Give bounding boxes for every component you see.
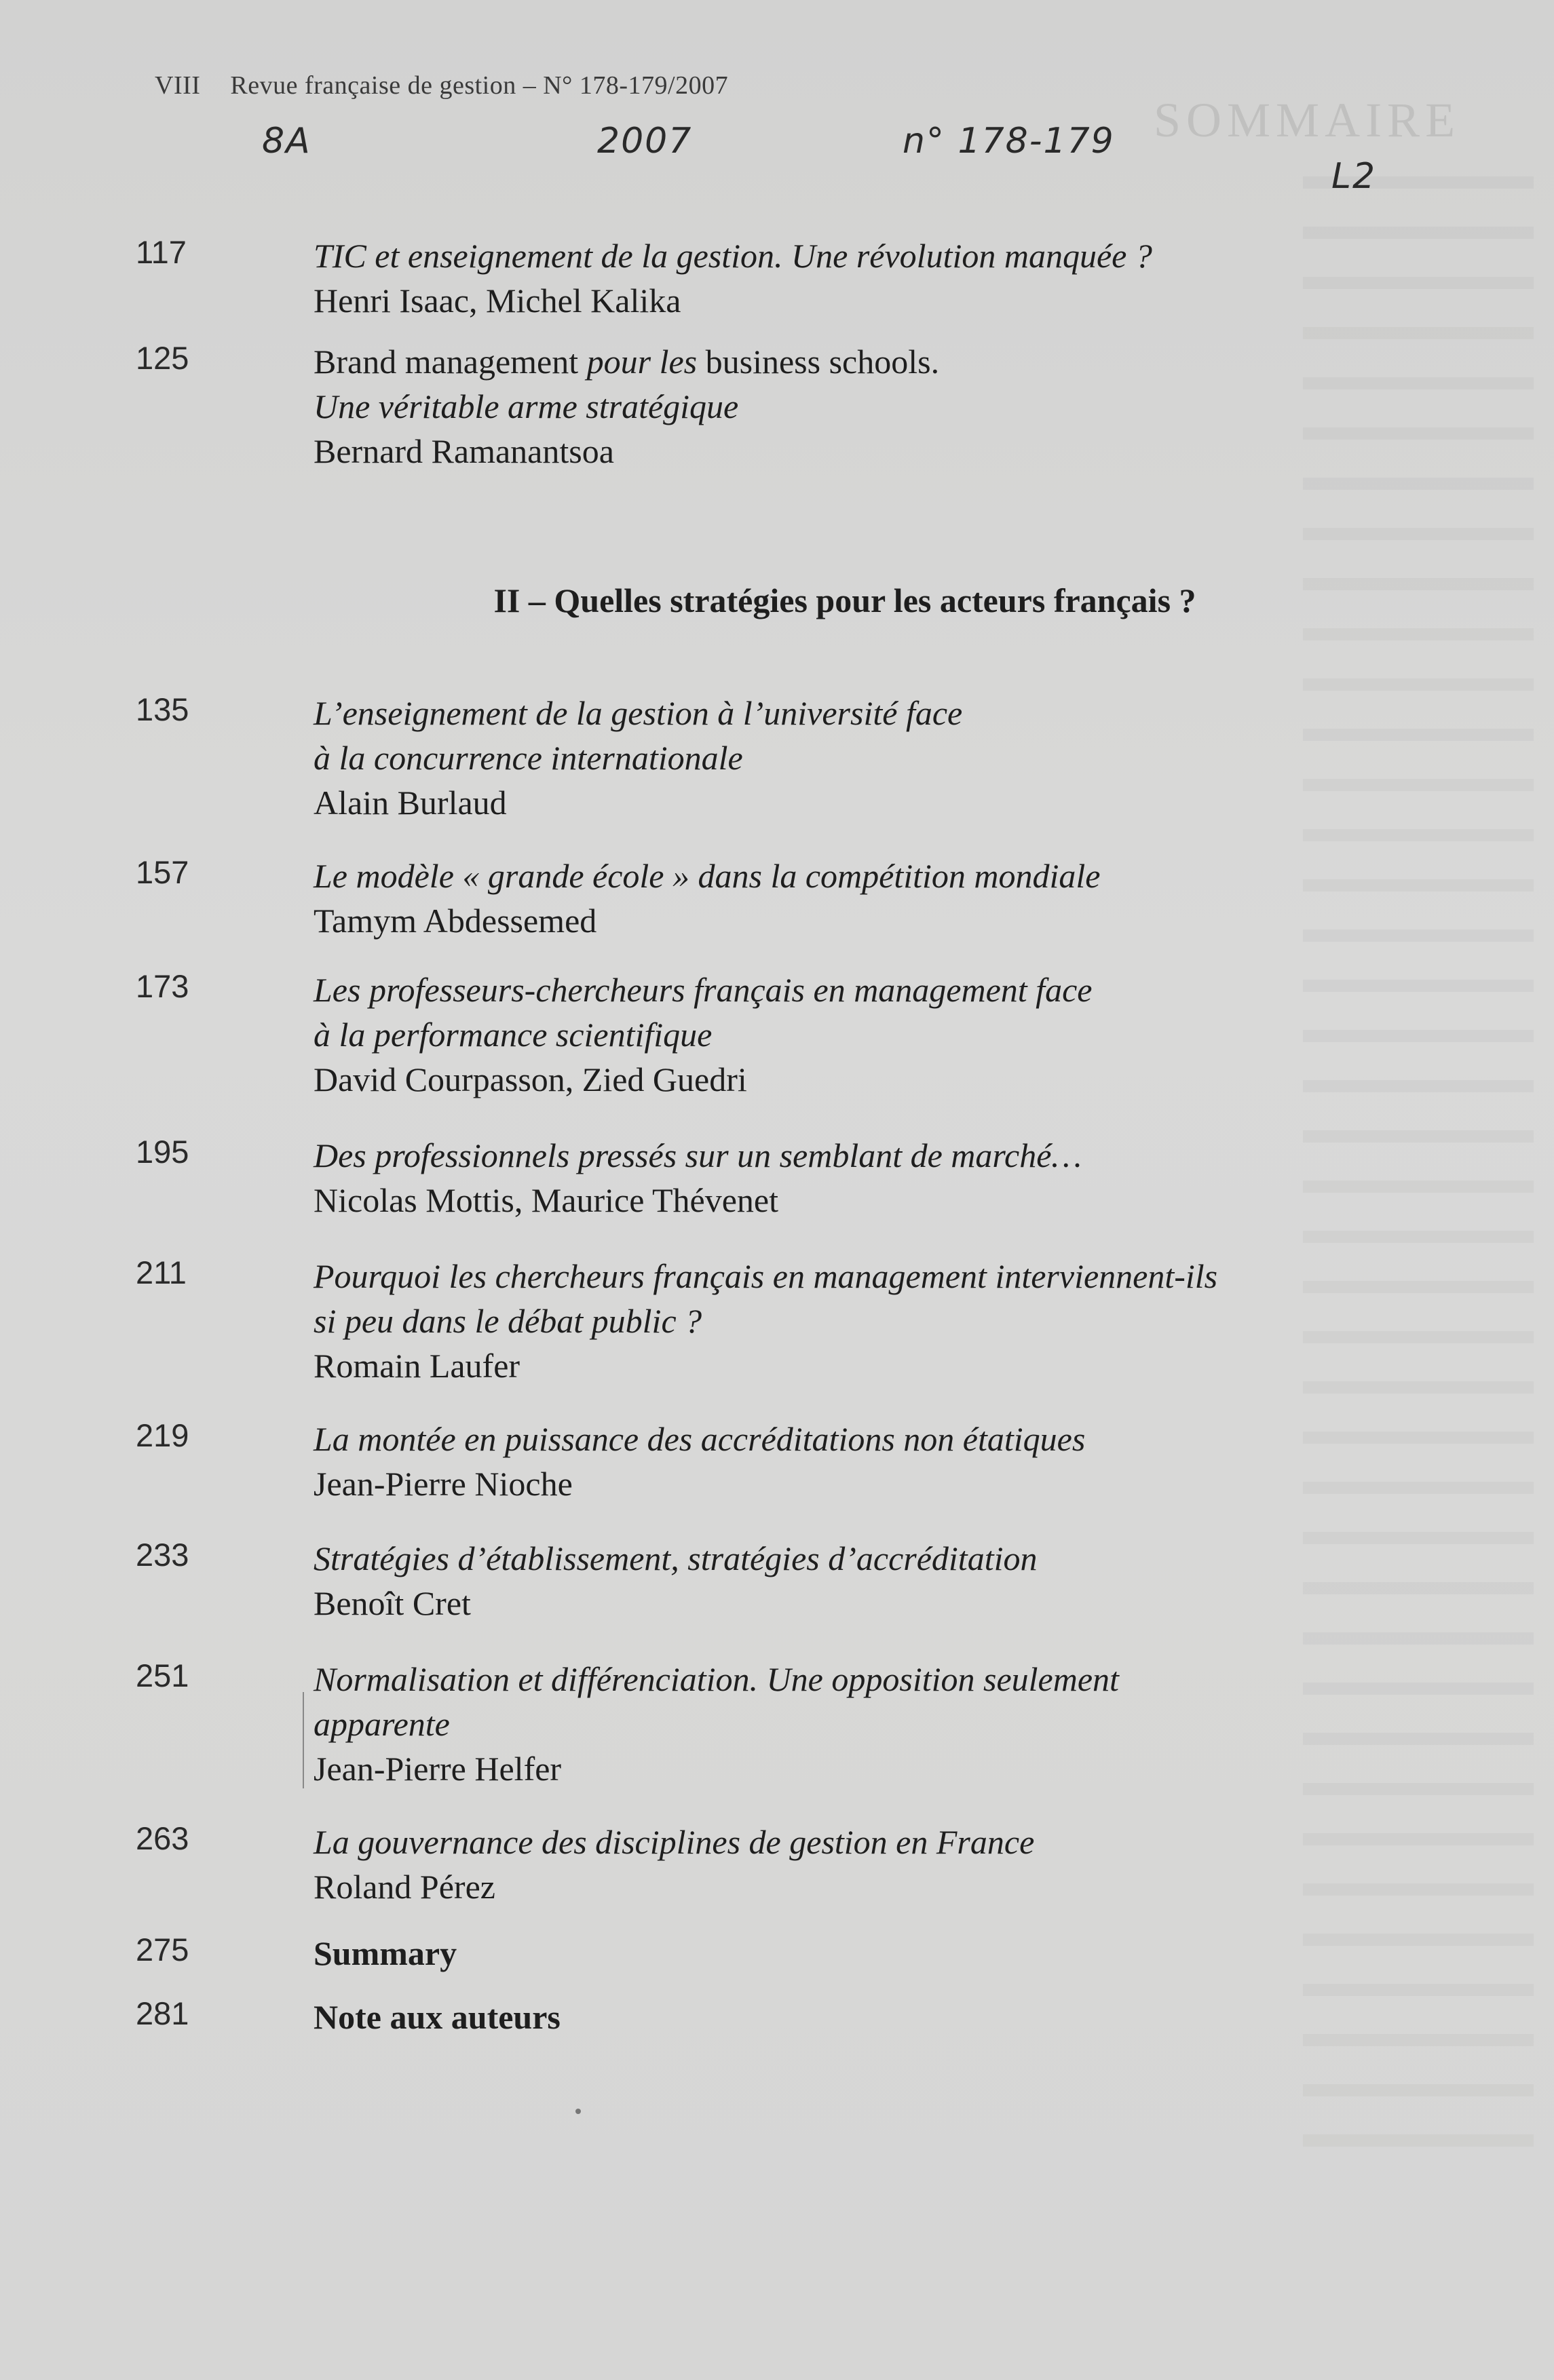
page-folio: VIII: [155, 71, 201, 100]
article-author: Benoît Cret: [314, 1584, 471, 1622]
page-number: 275: [136, 1932, 189, 1968]
article-author: Alain Burlaud: [314, 784, 507, 822]
article-title: Normalisation et différenciation. Une opposition seulement: [314, 1660, 1119, 1698]
margin-bracket: [303, 1692, 304, 1788]
article-title-line2: à la performance scientifique: [314, 1016, 713, 1054]
article-title: Des professionnels pressés sur un semblant de marché…: [314, 1136, 1082, 1174]
article-author: Nicolas Mottis, Maurice Thévenet: [314, 1181, 779, 1219]
summary-label: Summary: [314, 1934, 457, 1972]
article-author: Bernard Ramanantsoa: [314, 432, 614, 470]
page-number: 157: [136, 854, 189, 890]
page-number: 251: [136, 1657, 189, 1693]
title-upright-part: business schools.: [697, 343, 940, 381]
page-number: 211: [136, 1254, 187, 1290]
page-number: 135: [136, 691, 189, 727]
article-title: [314, 339, 1454, 384]
article-title: La gouvernance des disciplines de gestion en France: [314, 1823, 1035, 1861]
article-author: Roland Pérez: [314, 1868, 495, 1906]
page-number: 195: [136, 1134, 189, 1170]
article-title: Le modèle « grande école » dans la compétition mondiale: [314, 857, 1101, 895]
article-author: Jean-Pierre Helfer: [314, 1750, 562, 1788]
handwritten-note: 8A: [262, 121, 311, 161]
article-title: Stratégies d’établissement, stratégies d’accréditation: [314, 1539, 1038, 1577]
page-number: 117: [136, 234, 187, 270]
article-author: David Courpasson, Zied Guedri: [314, 1060, 747, 1098]
article-title: La montée en puissance des accréditations non étatiques: [314, 1420, 1086, 1458]
article-title-line2: apparente: [314, 1705, 450, 1743]
journal-title: Revue française de gestion – N° 178-179/2007: [230, 71, 729, 100]
page-number: 233: [136, 1537, 189, 1573]
article-subtitle: Une véritable arme stratégique: [314, 387, 739, 425]
title-upright-part: Brand management: [314, 343, 587, 381]
note-aux-auteurs-label: Note aux auteurs: [314, 1998, 561, 2036]
article-author: Henri Isaac, Michel Kalika: [314, 282, 681, 320]
article-title: Les professeurs-chercheurs français en management face: [314, 971, 1093, 1009]
handwritten-issue: n° 178-179: [903, 121, 1115, 161]
page-number: 219: [136, 1417, 189, 1453]
handwritten-year: 2007: [597, 121, 693, 161]
ink-dot: [575, 2109, 581, 2114]
article-title: L’enseignement de la gestion à l’université face: [314, 694, 963, 732]
handwritten-code: L2: [1331, 156, 1377, 197]
running-header: [155, 71, 728, 100]
article-title-line2: à la concurrence internationale: [314, 739, 743, 777]
article-title-line2: si peu dans le débat public ?: [314, 1302, 702, 1340]
article-author: Jean-Pierre Nioche: [314, 1465, 573, 1503]
facing-page-ghost-heading: SOMMAIRE: [1154, 93, 1461, 147]
page-number: 173: [136, 968, 189, 1004]
section-heading: II – Quelles stratégies pour les acteurs français ?: [493, 581, 1196, 619]
article-author: Tamym Abdessemed: [314, 902, 597, 940]
article-title: TIC et enseignement de la gestion. Une révolution manquée ?: [314, 237, 1152, 275]
page-number: 281: [136, 1995, 189, 2031]
article-title: Pourquoi les chercheurs français en management interviennent-ils: [314, 1257, 1218, 1295]
title-italic-part: pour les: [586, 343, 698, 381]
page-number: 263: [136, 1820, 189, 1856]
article-author: Romain Laufer: [314, 1347, 520, 1385]
page-number: 125: [136, 340, 189, 376]
